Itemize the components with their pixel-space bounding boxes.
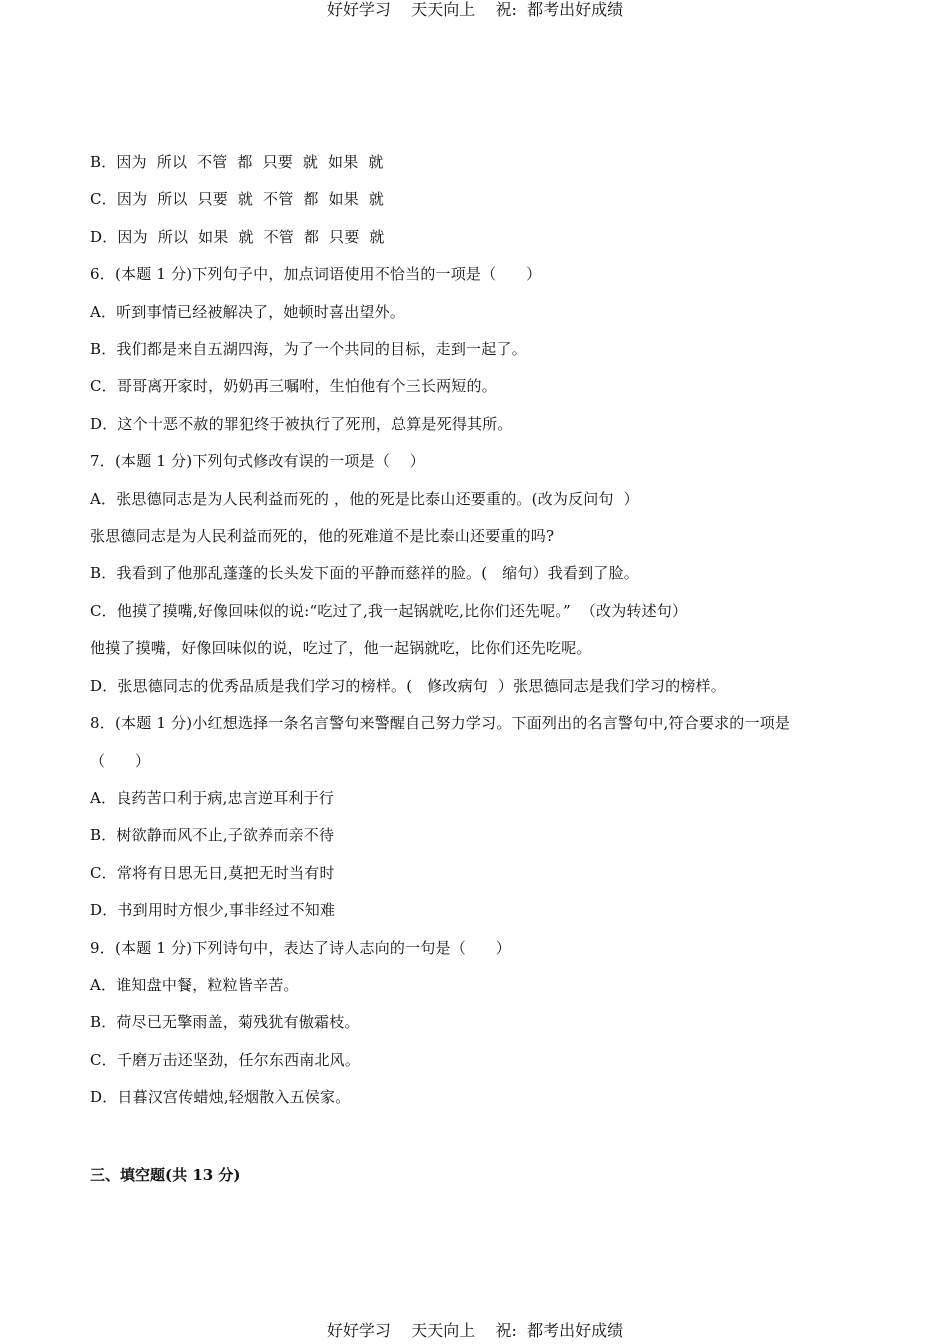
section-title-fill-blank: 三、填空题(共 13 分) (90, 1166, 241, 1184)
option-c-q8: C．常将有日思无日,莫把无时当有时 (90, 863, 335, 882)
question-content (90, 144, 880, 1117)
question-8-stem: 8．(本题 1 分)小红想选择一条名言警句来警醒自己努力学习。下面列出的名言警句中,符合要求的一项是 (90, 714, 791, 733)
option-d-q7: D．张思德同志的优秀品质是我们学习的榜样。( 修改病句 ）张思德同志是我们学习的榜样。 (90, 676, 726, 695)
option-b-q7: B．我看到了他那乱蓬蓬的长头发下面的平静而慈祥的脸。( 缩句）我看到了脸。 (90, 564, 639, 583)
question-9-stem: 9．(本题 1 分)下列诗句中，表达了诗人志向的一句是（ ） (90, 938, 511, 957)
option-a-q7-answer: 张思德同志是为人民利益而死的，他的死难道不是比泰山还要重的吗? (90, 527, 555, 546)
option-b-q8: B．树欲静而风不止,子欲养而亲不待 (90, 826, 335, 845)
option-b-q9: B．荷尽已无擎雨盖，菊残犹有傲霜枝。 (90, 1013, 360, 1032)
option-a-q9: A．谁知盘中餐，粒粒皆辛苦。 (90, 975, 299, 994)
option-a-q6: A．听到事情已经被解决了，她顿时喜出望外。 (90, 302, 406, 321)
question-8-blank: （ ） (90, 751, 151, 770)
page-footer: 好好学习 天天向上 祝: 都考出好成绩 (326, 1321, 624, 1340)
option-a-q7: A．张思德同志是为人民利益而死的 ，他的死是比泰山还要重的。(改为反问句 ） (90, 489, 639, 508)
option-c-q6: C．哥哥离开家时，奶奶再三嘱咐，生怕他有个三长两短的。 (90, 377, 497, 396)
option-d-q9: D．日暮汉宫传蜡烛,轻烟散入五侯家。 (90, 1088, 351, 1107)
option-c-q7: C．他摸了摸嘴,好像回味似的说:“吃过了,我一起锅就吃,比你们还先呢。” （改为转述句） (90, 601, 688, 620)
page-header: 好好学习 天天向上 祝: 都考出好成绩 (326, 0, 624, 19)
option-b-q5: B．因为 所以 不管 都 只要 就 如果 就 (90, 153, 384, 171)
option-d-q6: D．这个十恶不赦的罪犯终于被执行了死刑，总算是死得其所。 (90, 414, 513, 433)
option-d-q5: D．因为 所以 如果 就 不管 都 只要 就 (90, 227, 385, 246)
option-a-q8: A．良药苦口利于病,忠言逆耳利于行 (90, 788, 335, 807)
option-c-q9: C．千磨万击还坚劲，任尔东西南北风。 (90, 1050, 361, 1069)
option-b-q6: B．我们都是来自五湖四海，为了一个共同的目标，走到一起了。 (90, 340, 527, 359)
option-d-q8: D．书到用时方恨少,事非经过不知难 (90, 901, 336, 920)
option-c-q5: C．因为 所以 只要 就 不管 都 如果 就 (90, 190, 385, 209)
question-7-stem: 7．(本题 1 分)下列句式修改有误的一项是（ ） (90, 452, 426, 471)
option-c-q7-answer: 他摸了摸嘴，好像回味似的说，吃过了，他一起锅就吃，比你们还先吃呢。 (90, 639, 592, 658)
question-6-stem: 6．(本题 1 分)下列句子中，加点词语使用不恰当的一项是（ ） (90, 265, 542, 284)
